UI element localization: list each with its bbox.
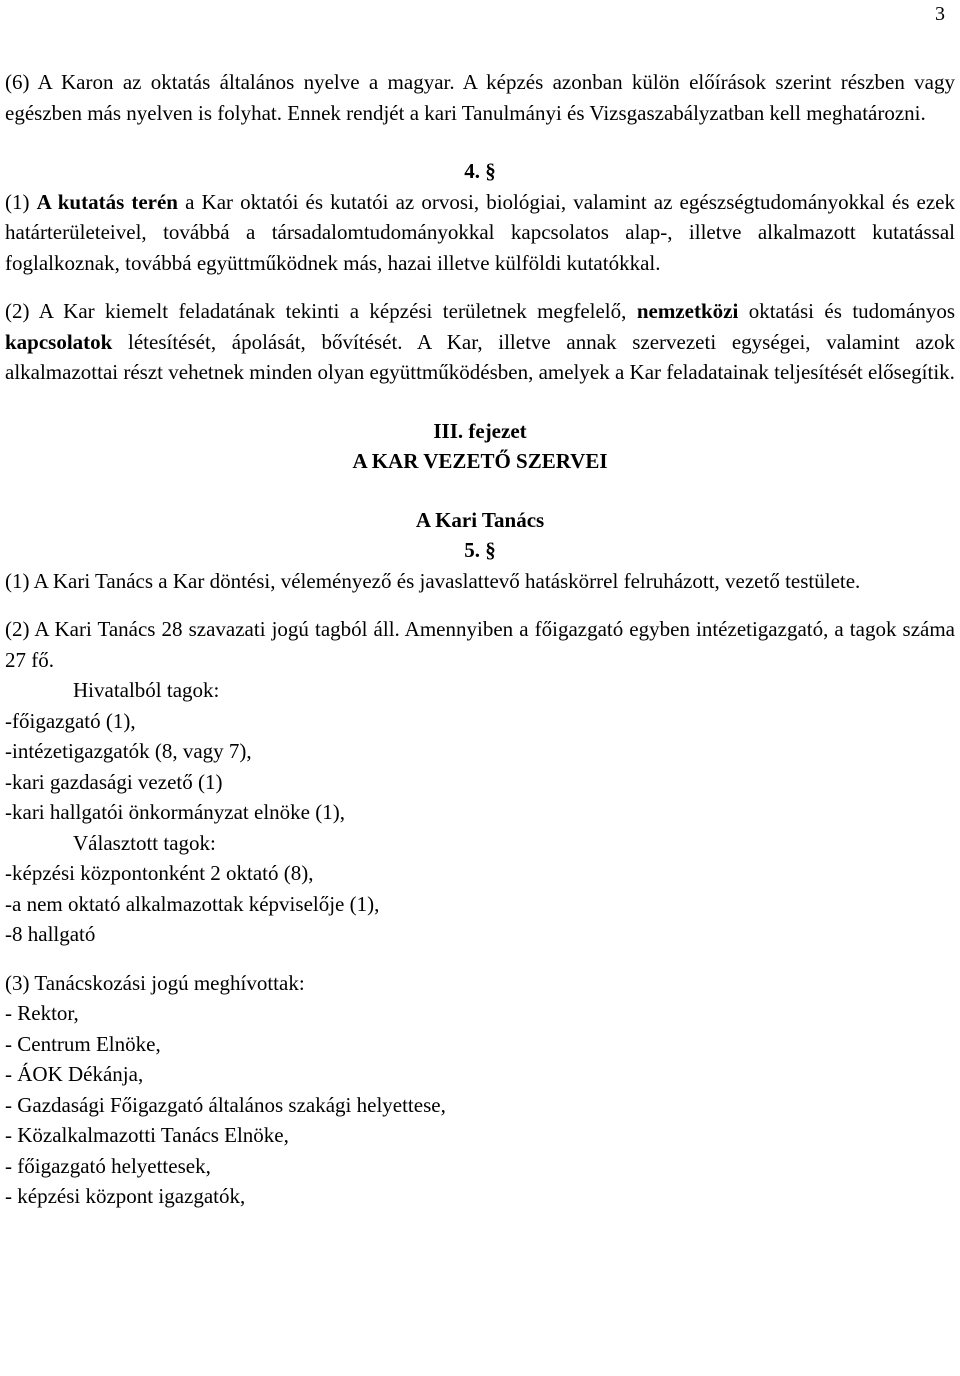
p2-part-d: létesítését, ápolását, bővítését. A Kar, illetve annak szervezeti egységei, valamint azok alkalmazottai részt vehetnek minden olyan együttműködésben, amelyek a Kar feladatainak teljesítését elősegítik. (5, 329, 955, 384)
section-5-paragraph-2: (2) A Kari Tanács 28 szavazati jogú tagból áll. Amennyiben a főigazgató egyben intézetigazgató, a tagok száma 27 fő. (5, 617, 955, 672)
list-item: -8 hallgató (5, 922, 96, 946)
section-4-paragraph-2 (5, 296, 955, 388)
chapter-number: III. fejezet (433, 418, 527, 443)
list-item: -képzési központonként 2 oktató (8), (5, 861, 314, 885)
p2-bold-relations: kapcsolatok (5, 329, 113, 354)
p2-part-c: oktatási és tudományos (738, 299, 955, 323)
section-4-heading: 4. § (464, 159, 496, 183)
list-item: - képzési központ igazgatók, (5, 1184, 246, 1208)
paragraph-6: (6) A Karon az oktatás általános nyelve a magyar. A képzés azonban külön előírások szerint részben vagy egészben más nyelven is folyhat. Ennek rendjét a kari Tanulmányi és Vizsgaszabályzatban kell meghatározni. (5, 70, 955, 125)
section-4-paragraph-1 (5, 187, 955, 279)
ex-officio-label: Hivatalból tagok: (73, 678, 220, 702)
section-5-heading: 5. § (464, 538, 496, 562)
ex-officio-list (5, 706, 955, 828)
list-item: - Gazdasági Főigazgató általános szakági helyettese, (5, 1092, 446, 1117)
list-item: -főigazgató (1), (5, 708, 136, 733)
list-item: -kari hallgatói önkormányzat elnöke (1), (5, 800, 345, 824)
list-item: - Közalkalmazotti Tanács Elnöke, (5, 1123, 289, 1147)
section-5-paragraph-1: (1) A Kari Tanács a Kar döntési, véleményező és javaslattevő hatáskörrel felruházott, vezető testülete. (5, 568, 861, 593)
p2-bold-international: nemzetközi (636, 299, 739, 323)
list-item: - Rektor, (5, 1001, 79, 1025)
p1-prefix: (1) (5, 189, 37, 214)
list-item: -kari gazdasági vezető (1) (5, 769, 223, 794)
page-number: 3 (935, 3, 945, 25)
p1-rest: a Kar oktatói és kutatói az orvosi, biológiai, valamint az egészségtudományokkal és ezek határterületeivel, továbbá a társadalomtudományokkal kapcsolatos alap-, illetve alkalmazott kutatással foglalkoznak, továbbá együttműködnek más, hazai illetve külföldi kutatókkal. (5, 189, 956, 275)
document-body (5, 67, 955, 1212)
section-5-paragraph-3: (3) Tanácskozási jogú meghívottak: (5, 970, 305, 995)
p1-bold-term: A kutatás terén (36, 189, 178, 214)
p2-part-a: (2) A Kar kiemelt feladatának tekinti a képzési területnek megfelelő, (5, 299, 637, 323)
list-item: -a nem oktató alkalmazottak képviselője (1), (5, 891, 380, 916)
chapter-title: A KAR VEZETŐ SZERVEI (352, 449, 608, 473)
list-item: -intézetigazgatók (8, vagy 7), (5, 739, 252, 763)
list-item: - főigazgató helyettesek, (5, 1153, 211, 1178)
invited-list (5, 998, 955, 1212)
chapter-subtitle: A Kari Tanács (415, 507, 545, 532)
elected-list (5, 858, 955, 950)
elected-label: Választott tagok: (73, 830, 216, 855)
list-item: - Centrum Elnöke, (5, 1031, 161, 1056)
list-item: - ÁOK Dékánja, (5, 1062, 144, 1086)
